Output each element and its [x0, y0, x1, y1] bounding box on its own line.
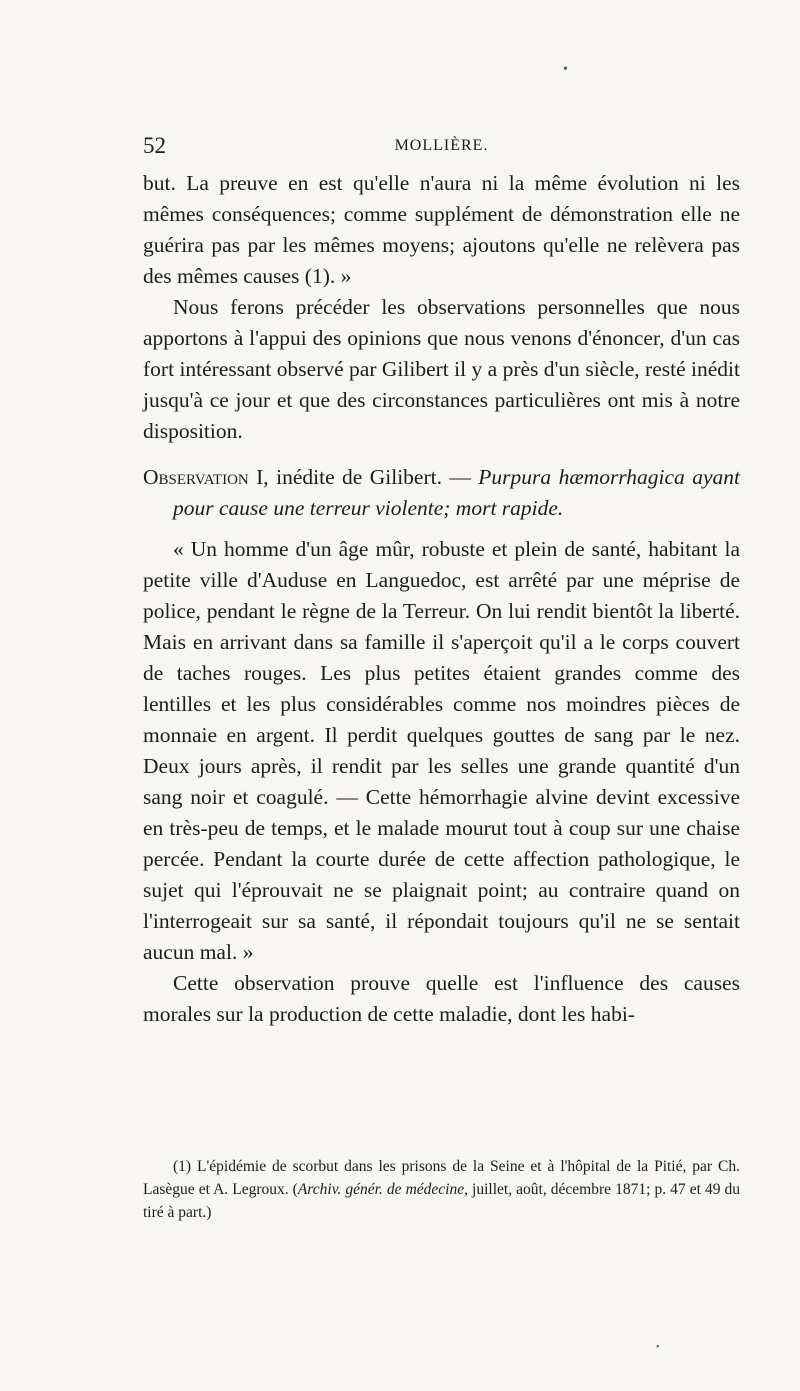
running-head: MOLLIÈRE.	[394, 137, 489, 154]
paragraph-quote: « Un homme d'un âge mûr, robuste et plein de santé, habitant la petite ville d'Auduse en Languedoc, est arrêté par une méprise de police, pendant le règne de la Terreur. On lui rendit bientôt la liberté. Mais en arrivant dans sa famille il s'aperçoit qu'il a le corps couvert de taches rouges. Les plus petites étaient grandes comme des lentilles et les plus considérables comme nos moindres pièces de monnaie en argent. Il perdit quelques gouttes de sang par le nez. Deux jours après, il rendit par les selles une grande quantité d'un sang noir et coagulé. — Cette hémorrhagie alvine devint excessive en très-peu de temps, et le malade mourut tout à coup sur une chaise percée. Pendant la courte durée de cette affection pathologique, le sujet qui l'éprouvait ne se plaignait point; au contraire quand on l'interrogeait sur sa santé, il répondait toujours qu'il ne se sentait aucun mal. »	[143, 537, 740, 964]
footnote-text-a: (1) L'épidémie de scorbut dans les prisons de la Seine et à l'hôpital de la Pitié, par Ch. Lasègue et A. Legroux. (	[143, 1158, 740, 1198]
body-text	[143, 168, 740, 1030]
paragraph-5: Cette observation prouve quelle est l'influence des causes morales sur la production de cette maladie, dont les habi-	[143, 971, 740, 1026]
observation-title: Purpura hæmorrhagica ayant pour cause une terreur violente; mort rapide.	[173, 465, 740, 520]
page-header	[143, 133, 740, 163]
page-number: 52	[143, 133, 166, 158]
footnote-journal: Archiv. génér. de médecine	[297, 1181, 465, 1198]
observation-heading	[143, 462, 740, 524]
paper-speck: •	[656, 1342, 660, 1353]
observation-label: Observation I,	[143, 465, 269, 489]
footnote-text	[143, 1155, 740, 1224]
footnote-text-b: , juillet, août, décembre 1871; p. 47 et 49 du tiré à part.)	[143, 1181, 741, 1221]
paragraph-1: but. La preuve en est qu'elle n'aura ni la même évolution ni les mêmes conséquences; comme supplément de démonstration elle ne guérira pas par les mêmes moyens; ajoutons qu'elle ne relèvera pas des mêmes causes (1). »	[143, 171, 740, 288]
footnote	[143, 1155, 740, 1224]
observation-source: inédite de Gilibert. —	[268, 465, 479, 489]
paper-speck: •	[563, 62, 568, 77]
paragraph-2: Nous ferons précéder les observations personnelles que nous apportons à l'appui des opinions que nous venons d'énoncer, d'un cas fort intéressant observé par Gilibert il y a près d'un siècle, resté inédit jusqu'à ce jour et que des circonstances particulières ont mis à notre disposition.	[143, 295, 740, 443]
